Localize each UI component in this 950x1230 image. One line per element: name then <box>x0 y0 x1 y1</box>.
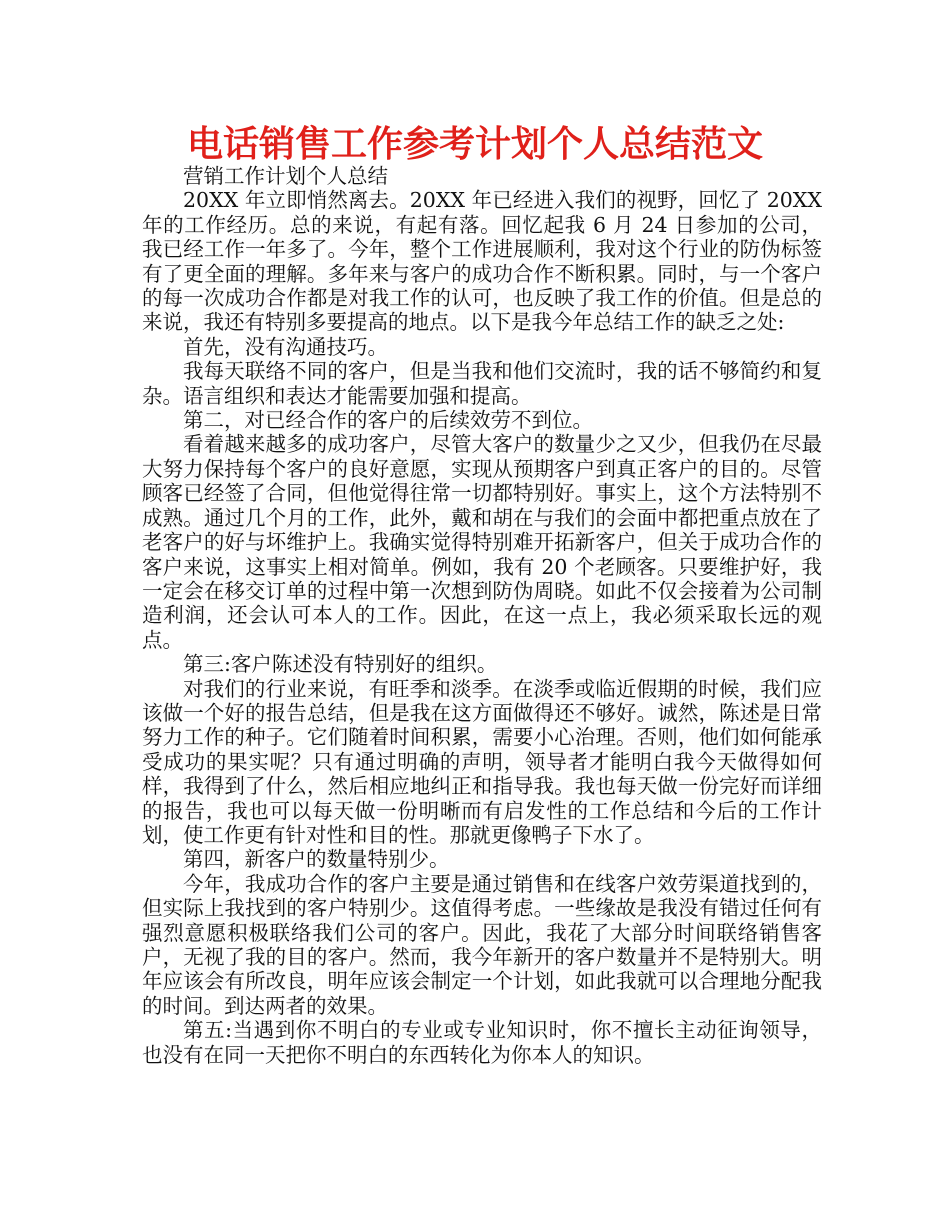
paragraph-point-2-heading: 第二，对已经合作的客户的后续效劳不到位。 <box>183 408 593 433</box>
paragraph-point-4-body: 今年，我成功合作的客户主要是通过销售和在线客户效劳渠道找到的，但实际上我找到的客户特别少。这值得考虑。一些缘故是我没有错过任何有强烈意愿积极联络我们公司的客户。因此，我花了大部分时间联络销售客户，无视了我的目的客户。然而，我今年新开的客户数量并不是特别大。明年应该会有所改良，明年应该会制定一个计划，如此我就可以合理地分配我的时间。到达两者的效果。 <box>142 871 822 1018</box>
paragraph-point-4-heading: 第四，新客户的数量特别少。 <box>183 847 450 872</box>
paragraph-intro: 20XX 年立即悄然离去。20XX 年已经进入我们的视野，回忆了 20XX 年的工作经历。总的来说，有起有落。回忆起我 6 月 24 日参加的公司，我已经工作一年多了。今年，整个工作进展顺利，我对这个行业的防伪标签有了更全面的理解。多年来与客户的成功合作不断积累。同时，与一个客户的每一次成功合作都是对我工作的认可，也反映了我工作的价值。但是总的来说，我还有特别多要提高的地点。以下是我今年总结工作的缺乏之处: <box>142 188 822 335</box>
paragraph-heading: 营销工作计划个人总结 <box>183 164 388 188</box>
paragraph-point-3-body: 对我们的行业来说，有旺季和淡季。在淡季或临近假期的时候，我们应该做一个好的报告总结，但是我在这方面做得还不够好。诚然，陈述是日常努力工作的种子。它们随着时间积累，需要小心治理。否则，他们如何能承受成功的果实呢？只有通过明确的声明，领导者才能明白我今天做得如何样，我得到了什么，然后相应地纠正和指导我。我也每天做一份完好而详细的报告，我也可以每天做一份明晰而有启发性的工作总结和今后的工作计划，使工作更有针对性和目的性。那就更像鸭子下水了。 <box>142 676 822 847</box>
paragraph-point-5: 第五:当遇到你不明白的专业或专业知识时，你不擅长主动征询领导，也没有在同一天把你不明白的东西转化为你本人的知识。 <box>142 1018 822 1067</box>
paragraph-point-3-heading: 第三:客户陈述没有特别好的组织。 <box>183 652 498 677</box>
paragraph-point-1-body: 我每天联络不同的客户，但是当我和他们交流时，我的话不够简约和复杂。语言组织和表达才能需要加强和提高。 <box>142 359 822 408</box>
paragraph-point-2-body: 看着越来越多的成功客户，尽管大客户的数量少之又少，但我仍在尽最大努力保持每个客户的良好意愿，实现从预期客户到真正客户的目的。尽管顾客已经签了合同，但他觉得往常一切都特别好。事实上，这个方法特别不成熟。通过几个月的工作，此外，戴和胡在与我们的会面中都把重点放在了老客户的好与坏维护上。我确实觉得特别难开拓新客户，但关于成功合作的客户来说，这事实上相对简单。例如，我有 20 个老顾客。只要维护好，我一定会在移交订单的过程中第一次想到防伪周晓。如此不仅会接着为公司制造利润，还会认可本人的工作。因此，在这一点上，我必须采取长远的观点。 <box>142 432 822 652</box>
document-title: 电话销售工作参考计划个人总结范文 <box>186 124 763 165</box>
document-body <box>142 164 822 1067</box>
paragraph-point-1-heading: 首先，没有沟通技巧。 <box>183 334 388 359</box>
